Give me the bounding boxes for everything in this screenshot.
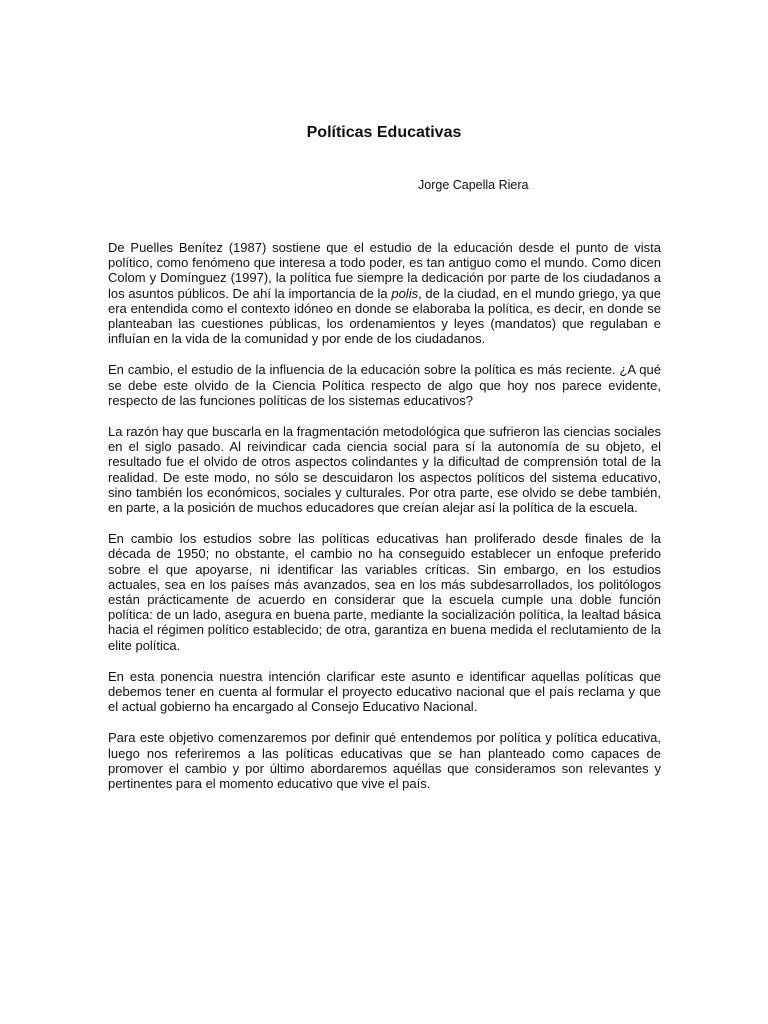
document-title: Políticas Educativas xyxy=(306,124,462,141)
paragraph-3: La razón hay que buscarla en la fragmentación metodológica que sufrieron las ciencias sociales en el siglo pasado. Al reivindicar cada ciencia social para sí la autonomía de su objeto, el resultado fue el olvido de otros aspectos colindantes y la dificultad de comprensión total de la realidad. De este modo, no sólo se descuidaron los aspectos políticos del sistema educativo, sino también los económicos, sociales y culturales. Por otra parte, ese olvido se debe también, en parte, a la posición de muchos educadores que creían alejar así la política de la escuela. xyxy=(108,424,661,516)
paragraph-1-italic-term: polis xyxy=(391,285,419,301)
paragraph-6: Para este objetivo comenzaremos por definir qué entendemos por política y política educativa, luego nos referiremos a las políticas educativas que se han planteado como capaces de promover el cambio y por último abordaremos aquéllas que consideramos son relevantes y pertinentes para el momento educativo que vive el país. xyxy=(108,730,661,792)
paragraph-5: En esta ponencia nuestra intención clarificar este asunto e identificar aquellas políticas que debemos tener en cuenta al formular el proyecto educativo nacional que el país reclama y que el actual gobierno ha encargado al Consejo Educativo Nacional. xyxy=(108,668,661,715)
document-body xyxy=(108,240,661,807)
paragraph-1-part-1: De Puelles Benítez (1987) sostiene que el estudio de la educación desde el punto de vista político, como fenómeno que interesa a todo poder, es tan antiguo como el mundo. Como dicen Colom y Domínguez (1997), la política fue siempre la dedicación por parte de los ciudadanos a los asuntos públicos. De ahí la importancia de la xyxy=(108,240,661,301)
paragraph-4: En cambio los estudios sobre las políticas educativas han proliferado desde finales de la década de 1950; no obstante, el cambio no ha conseguido establecer un enfoque preferido sobre el que apoyarse, ni identificar las variables críticas. Sin embargo, en los estudios actuales, sea en los países más avanzados, sea en los más subdesarrollados, los politólogos están prácticamente de acuerdo en considerar que la escuela cumple una doble función política: de un lado, asegura en buena parte, mediante la socialización política, la lealtad básica hacia el régimen político establecido; de otra, garantiza en buena medida el reclutamiento de la elite política. xyxy=(108,531,661,653)
paragraph-1 xyxy=(108,240,661,346)
paragraph-1-part-2: , de la ciudad, en el mundo griego, ya que era entendida como el contexto idóneo en donde se elaboraba la política, es decir, en donde se planteaban las cuestiones públicas, los ordenamientos y leyes (mandatos) que regulaban e influían en la vida de la comunidad y por ende de los ciudadanos. xyxy=(108,285,661,347)
document-author: Jorge Capella Riera xyxy=(418,178,529,192)
paragraph-2: En cambio, el estudio de la influencia de la educación sobre la política es más reciente. ¿A qué se debe este olvido de la Ciencia Política respecto de algo que hoy nos parece evidente, respecto de las funciones políticas de los sistemas educativos? xyxy=(108,362,661,408)
